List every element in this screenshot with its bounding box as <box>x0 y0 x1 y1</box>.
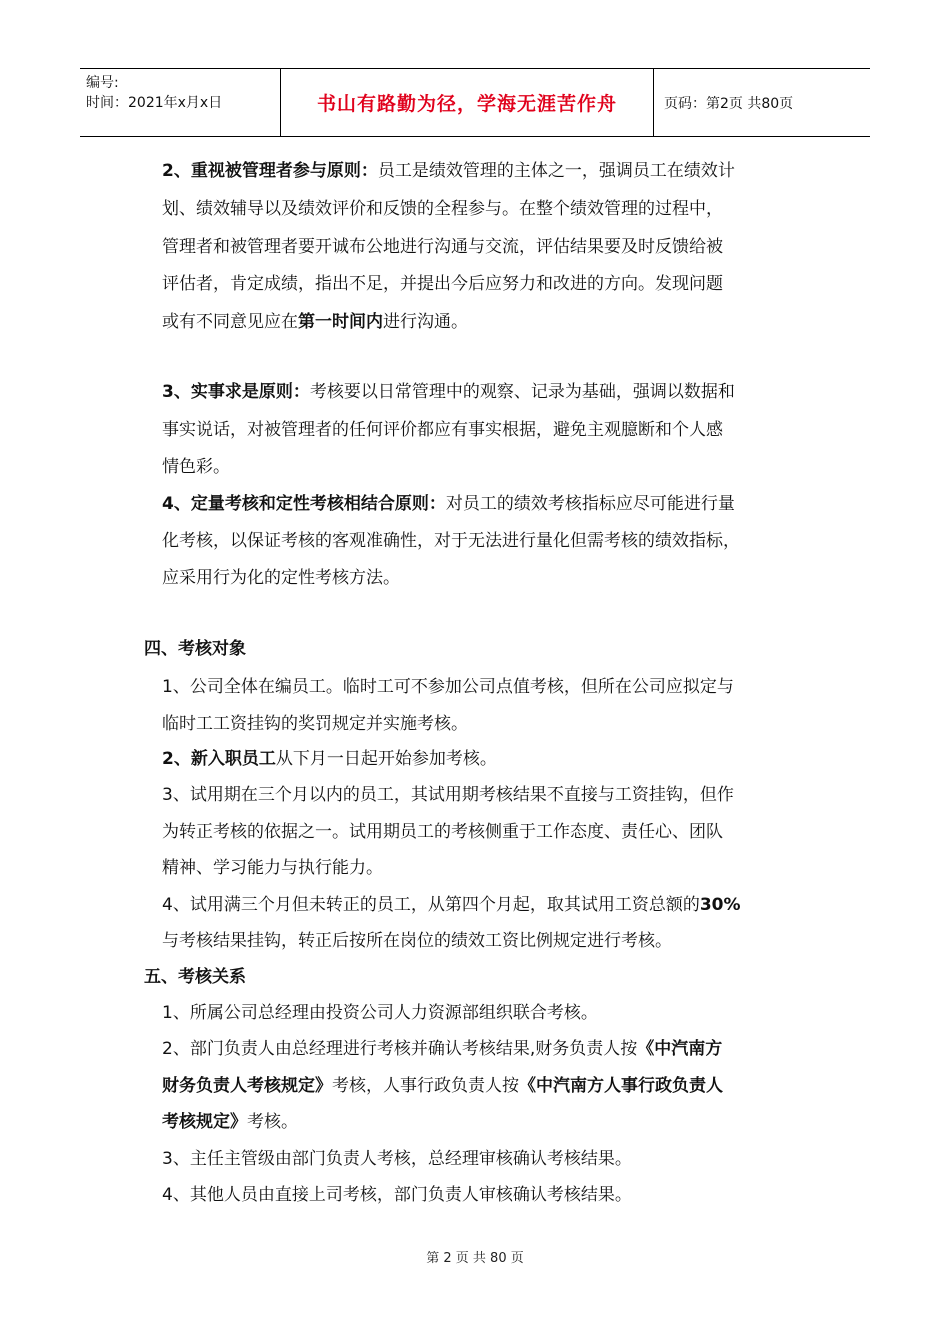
para2-emphasis: 第一时间内 <box>298 312 383 332</box>
header-meta <box>80 69 281 136</box>
doc-date: 时间：2021年x月x日 <box>86 95 223 111</box>
para3-line2: 事实说话，对被管理者的任何评价都应有事实根据，避免主观臆断和个人感 <box>162 420 723 440</box>
section5-item3: 3、主任主管级由部门负责人考核，总经理审核确认考核结果。 <box>162 1149 632 1169</box>
section5-item2-text: 考核。 <box>247 1112 298 1132</box>
section5-item2-text: 考核，人事行政负责人按 <box>332 1076 519 1096</box>
para4-line3: 应采用行为化的定性考核方法。 <box>162 568 400 588</box>
section5-item2-line1 <box>162 1038 722 1060</box>
section4-item2-num: 2、 <box>162 749 191 769</box>
section4-item1-line2: 临时工工资挂钩的奖罚规定并实施考核。 <box>162 714 468 734</box>
para4-line2: 化考核，以保证考核的客观准确性，对于无法进行量化但需考核的绩效指标， <box>162 531 740 551</box>
header-page-info: 页码：第2页 共80页 <box>664 95 794 112</box>
para3-line3: 情色彩。 <box>162 457 230 477</box>
para2-line3: 管理者和被管理者要开诚布公地进行沟通与交流，评估结果要及时反馈给被 <box>162 237 723 257</box>
header-motto: 书山有路勤为径，学海无涯苦作舟 <box>281 69 654 136</box>
para2-line5 <box>162 311 468 333</box>
section4-item2-emphasis: 新入职员工 <box>190 749 276 769</box>
para4-text: 对员工的绩效考核指标应尽可能进行量 <box>445 494 735 514</box>
section4-item3-line1: 3、试用期在三个月以内的员工，其试用期考核结果不直接与工资挂钩，但作 <box>162 785 734 805</box>
para2-line1 <box>162 160 735 182</box>
para2-title: 重视被管理者参与原则： <box>190 161 378 181</box>
section4-item2-text: 从下月一日起开始参加考核。 <box>275 749 497 769</box>
section5-item2-line2 <box>162 1075 723 1097</box>
section4-item4-percent: 30% <box>699 895 741 915</box>
para4-title: 定量考核和定性考核相结合原则： <box>190 494 446 514</box>
section5-heading: 五、考核关系 <box>144 967 246 987</box>
section4-item3-line3: 精神、学习能力与执行能力。 <box>162 858 383 878</box>
section5-item2-line3 <box>162 1111 298 1133</box>
para3-title: 实事求是原则： <box>190 382 310 402</box>
para2-text: 进行沟通。 <box>383 312 468 332</box>
para3-line1 <box>162 381 735 403</box>
para4-num: 4、 <box>162 494 191 514</box>
para4-line1 <box>162 493 735 515</box>
section4-item2 <box>162 748 497 770</box>
section4-item3-line2: 为转正考核的依据之一。试用期员工的考核侧重于工作态度、责任心、团队 <box>162 822 723 842</box>
section5-item2-doc-title: 《中汽南方人事行政负责人 <box>519 1076 723 1096</box>
section4-item4-line2: 与考核结果挂钩，转正后按所在岗位的绩效工资比例规定进行考核。 <box>162 931 672 951</box>
para2-line4: 评估者，肯定成绩，指出不足，并提出今后应努力和改进的方向。发现问题 <box>162 274 723 294</box>
section5-item2-doc-title: 财务负责人考核规定》 <box>162 1076 332 1096</box>
section5-item2-doc-title: 《中汽南方 <box>637 1039 723 1059</box>
para2-text: 员工是绩效管理的主体之一，强调员工在绩效计 <box>377 161 735 181</box>
page-header <box>80 68 870 137</box>
page-footer: 第 2 页 共 80 页 <box>426 1251 524 1266</box>
section4-item4-line1 <box>162 894 741 916</box>
para2-text: 或有不同意见应在 <box>162 312 298 332</box>
section5-item4: 4、其他人员由直接上司考核，部门负责人审核确认考核结果。 <box>162 1185 632 1205</box>
section5-item2-text: 2、部门负责人由总经理进行考核并确认考核结果,财务负责人按 <box>162 1039 638 1059</box>
para2-num: 2、 <box>162 161 191 181</box>
para2-line2: 划、绩效辅导以及绩效评价和反馈的全程参与。在整个绩效管理的过程中， <box>162 199 723 219</box>
section4-heading: 四、考核对象 <box>144 639 246 659</box>
section5-item1: 1、所属公司总经理由投资公司人力资源部组织联合考核。 <box>162 1003 598 1023</box>
section4-item4-text: 4、试用满三个月但未转正的员工，从第四个月起，取其试用工资总额的 <box>162 895 700 915</box>
section4-item1-line1: 1、公司全体在编员工。临时工可不参加公司点值考核，但所在公司应拟定与 <box>162 677 734 697</box>
section5-item2-doc-title: 考核规定》 <box>162 1112 247 1132</box>
para3-text: 考核要以日常管理中的观察、记录为基础，强调以数据和 <box>309 382 735 402</box>
para3-num: 3、 <box>162 382 191 402</box>
doc-number-label: 编号: <box>86 75 119 91</box>
